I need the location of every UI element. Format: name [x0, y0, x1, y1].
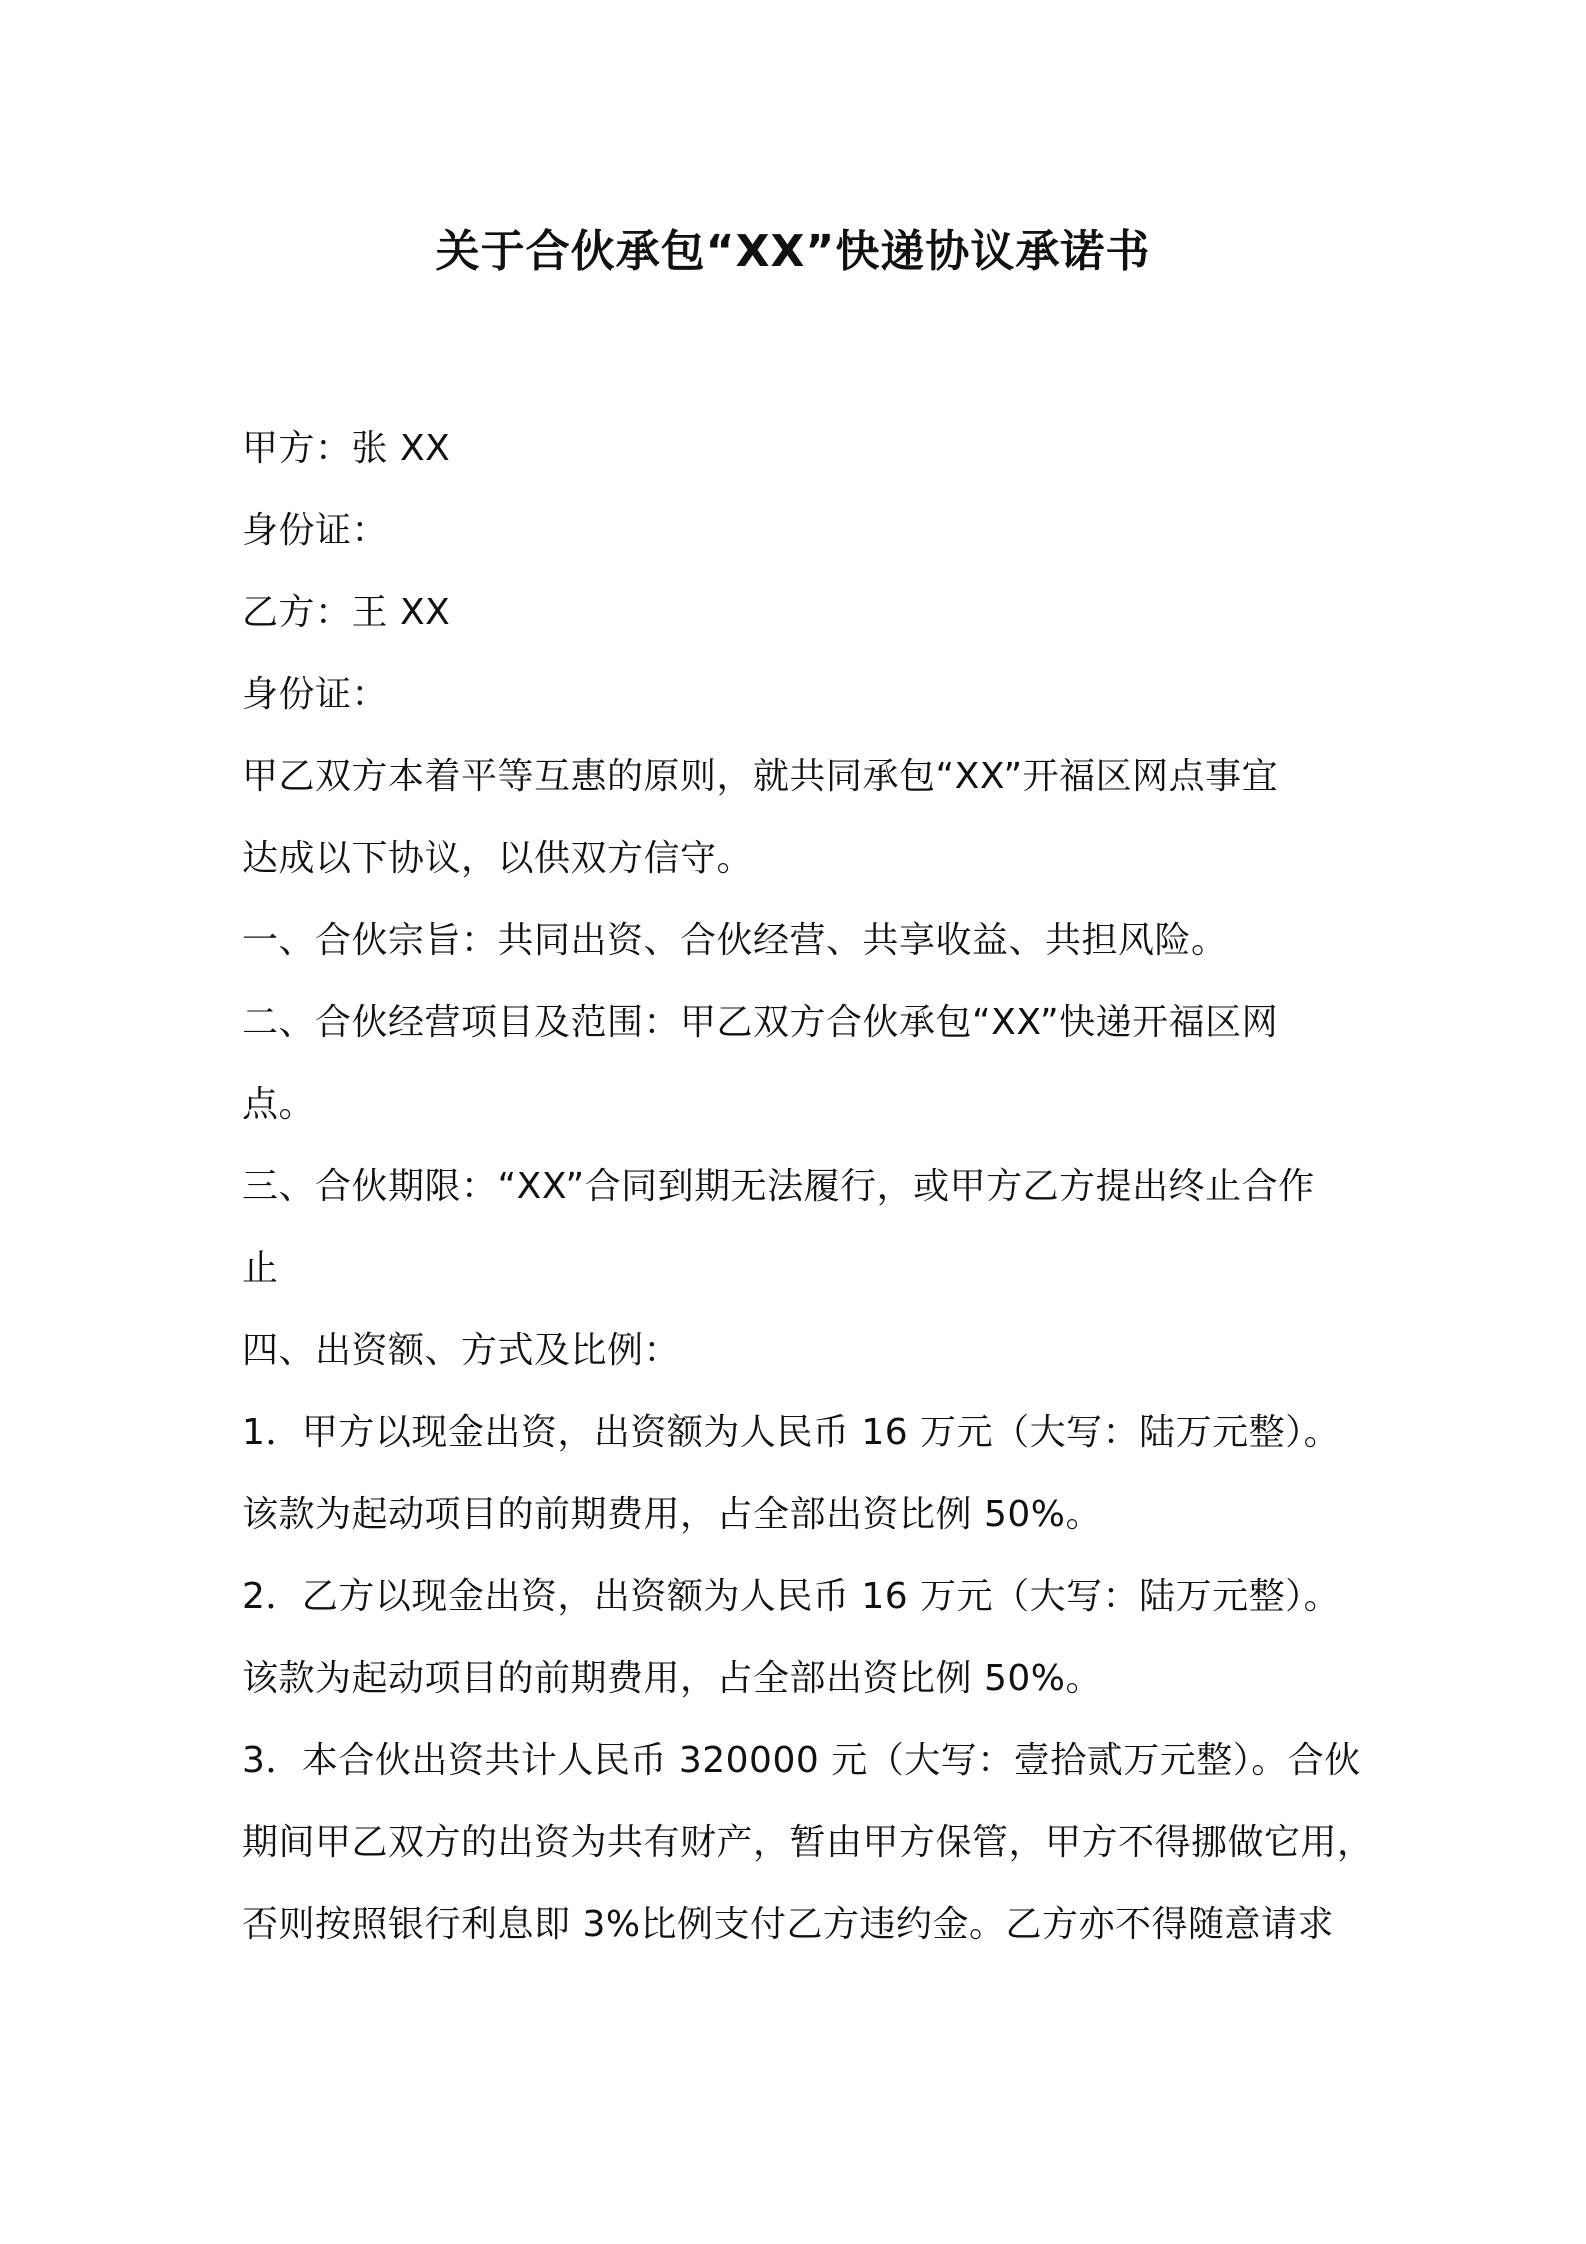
clause-3-line: 止: [242, 1248, 279, 1289]
clause-4-item-3-line: 否则按照银行利息即 3%比例支付乙方违约金。乙方亦不得随意请求: [242, 1904, 1335, 1945]
clause-4-item-3-line: 3．本合伙出资共计人民币 320000 元（大写：壹拾贰万元整）。合伙: [242, 1740, 1361, 1781]
clause-4-heading: 四、出资额、方式及比例：: [242, 1330, 681, 1371]
clause-4-item-2-line: 2．乙方以现金出资，出资额为人民币 16 万元（大写：陆万元整）。: [242, 1576, 1341, 1617]
document-title: 关于合伙承包“XX”快递协议承诺书: [435, 226, 1151, 277]
party-a-id-line: 身份证：: [242, 510, 389, 551]
preamble-line: 达成以下协议，以供双方信守。: [242, 838, 754, 879]
clause-4-item-1-line: 1．甲方以现金出资，出资额为人民币 16 万元（大写：陆万元整）。: [242, 1412, 1341, 1453]
clause-4-item-3-line: 期间甲乙双方的出资为共有财产，暂由甲方保管，甲方不得挪做它用，: [242, 1822, 1374, 1863]
clause-4-item-1-line: 该款为起动项目的前期费用，占全部出资比例 50%。: [242, 1494, 1102, 1535]
clause-2-line: 点。: [242, 1084, 316, 1125]
clause-3-line: 三、合伙期限：“XX”合同到期无法履行，或甲方乙方提出终止合作: [242, 1166, 1315, 1207]
document-body: [242, 408, 1374, 1966]
clause-4-item-2-line: 该款为起动项目的前期费用，占全部出资比例 50%。: [242, 1658, 1102, 1699]
clause-2-line: 二、合伙经营项目及范围：甲乙双方合伙承包“XX”快递开福区网: [242, 1002, 1279, 1043]
party-b-id-line: 身份证：: [242, 674, 389, 715]
clause-1-line: 一、合伙宗旨：共同出资、合伙经营、共享收益、共担风险。: [242, 920, 1228, 961]
party-b-line: 乙方：王 XX: [242, 592, 451, 633]
party-a-line: 甲方：张 XX: [242, 428, 451, 469]
preamble-line: 甲乙双方本着平等互惠的原则，就共同承包“XX”开福区网点事宜: [242, 756, 1279, 797]
